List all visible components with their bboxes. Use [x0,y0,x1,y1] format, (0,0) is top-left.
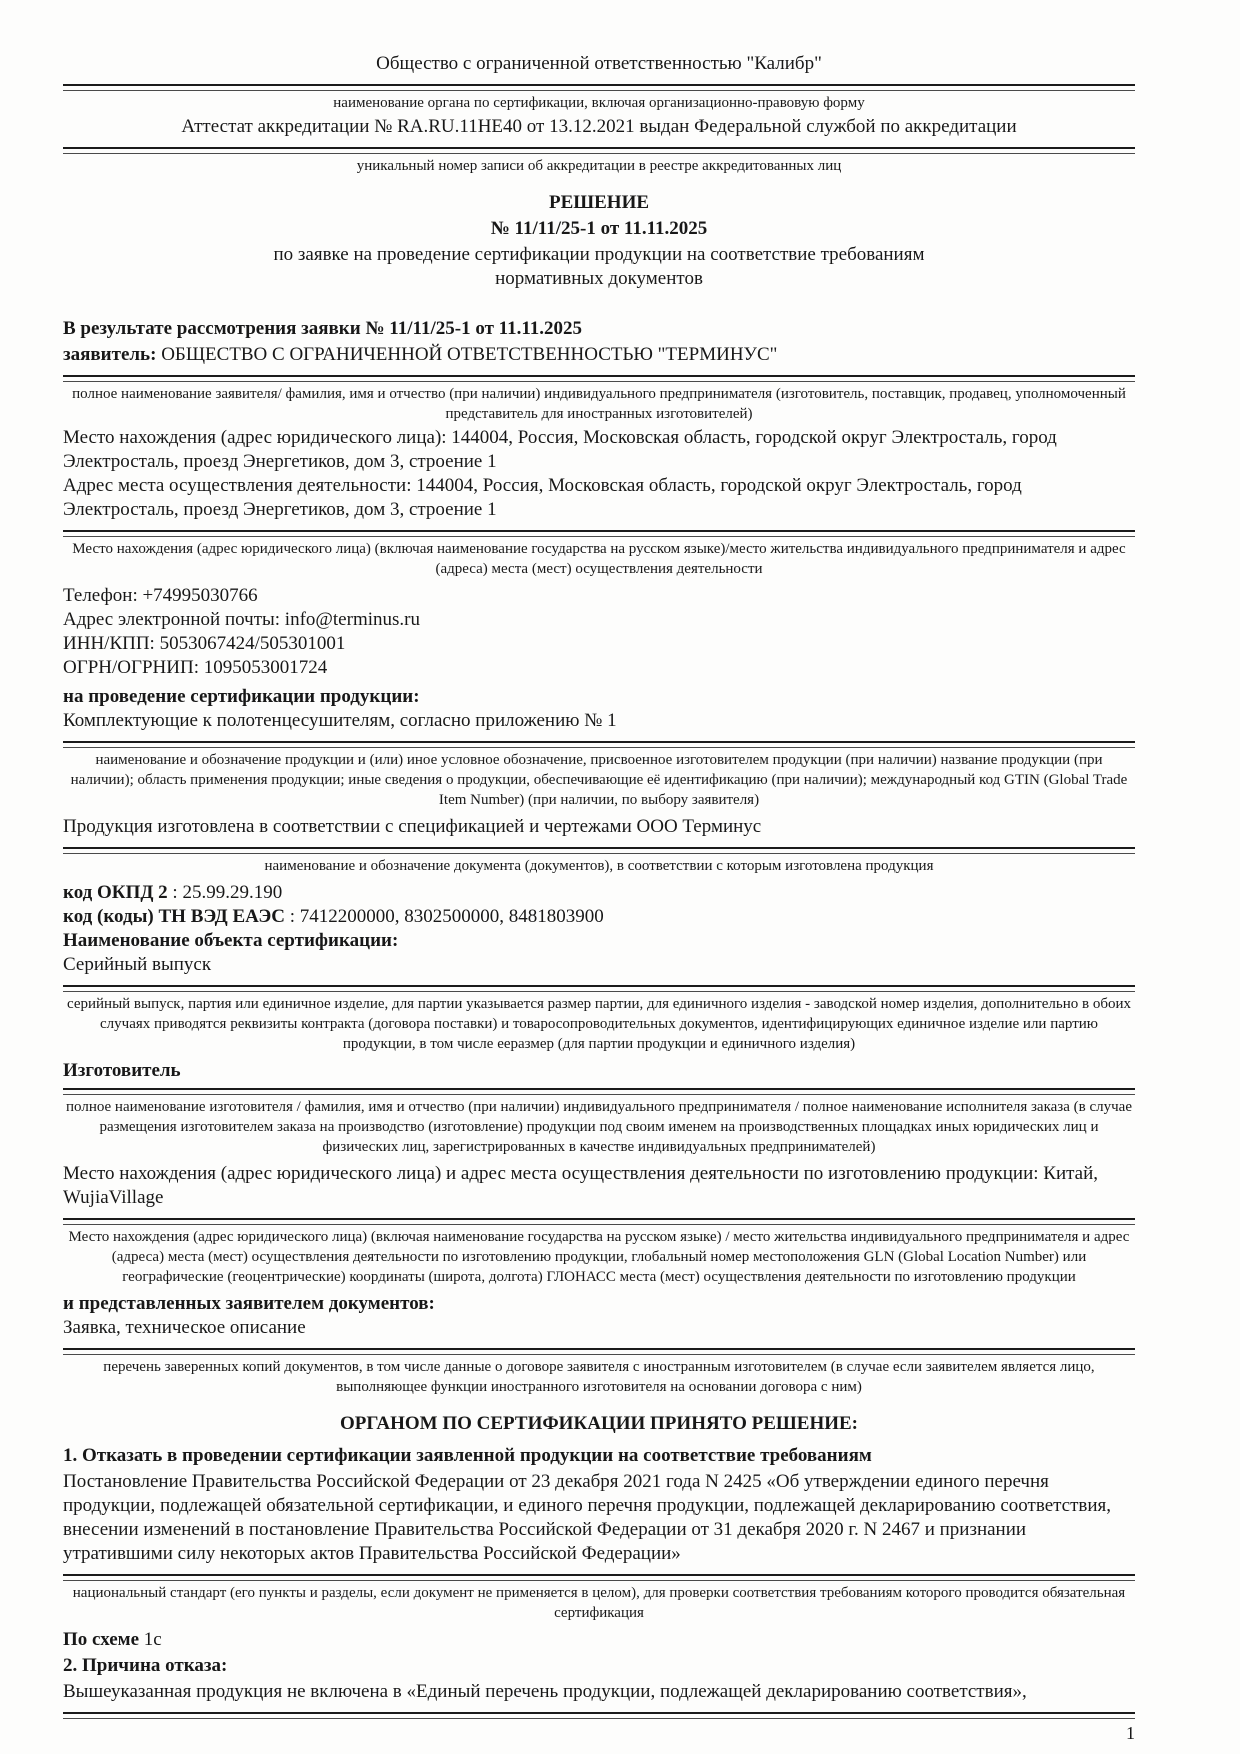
scheme-line [63,1628,1135,1652]
divider-rule [63,847,1135,854]
divider-rule [63,530,1135,537]
document-subtitle-1: по заявке на проведение сертификации продукции на соответствие требованиям [273,244,925,265]
manufactured-caption: наименование и обозначение документа (документов), в соответствии с которым изготовлена продукция [264,858,934,874]
applicant-label: заявитель: [63,344,157,365]
submitted-documents-caption: перечень заверенных копий документов, в том числе данные о договоре заявителя с иностранным изготовителем (в случае если заявителем является лицо, выполняющее функции иностранного изготовителя на основании договора с ним) [103,1359,1095,1395]
divider-rule [63,1348,1135,1355]
phone-line: Телефон: +74995030766 [63,585,258,606]
divider-rule [63,1712,1135,1719]
manufactured-according-line: Продукция изготовлена в соответствии с спецификацией и чертежами ООО Терминус [63,816,762,837]
activity-address-line: Адрес места осуществления деятельности: 144004, Россия, Московская область, городской округ Электросталь, город Электросталь, проезд Энергетиков, дом 3, строение 1 [63,475,1022,520]
ogrn-line: ОГРН/ОГРНИП: 1095053001724 [63,657,328,678]
document-number: № 11/11/25-1 от 11.11.2025 [490,218,708,239]
decision-item1-caption: национальный стандарт (его пункты и разделы, если документ не применяется в целом), для проверки соответствия требованиям которого проводится обязательная сертификация [72,1585,1126,1621]
divider-rule [63,1088,1135,1095]
email-line: Адрес электронной почты: info@terminus.ru [63,609,420,630]
org-name-caption: наименование органа по сертификации, включая организационно-правовую форму [333,95,865,111]
divider-rule [63,1218,1135,1225]
divider-rule [63,147,1135,154]
divider-rule [63,375,1135,382]
document-subtitle-2: нормативных документов [495,268,703,289]
scheme-value: 1с [143,1629,162,1650]
submitted-documents-value: Заявка, техническое описание [63,1317,306,1338]
divider-rule [63,1574,1135,1581]
okpd-line [63,881,1135,905]
manufacturer-address-line: Место нахождения (адрес юридического лица) и адрес места осуществления деятельности по изготовлению продукции: Китай, WujiaVillage [63,1163,1099,1208]
accreditation-line: Аттестат аккредитации № RA.RU.11HE40 от 13.12.2021 выдан Федеральной службой по аккредитации [181,116,1017,137]
certification-product-line: Комплектующие к полотенцесушителям, согласно приложению № 1 [63,710,617,731]
manufacturer-caption: полное наименование изготовителя / фамилия, имя и отчество (при наличии) индивидуального предпринимателя / полное наименование исполнителя заказа (в случае размещения изготовителем заказа на производство (изготовление) продукции под своим именем на производственных площадках иных юридических лиц и физических лиц, зарегистрированных в качестве индивидуальных предпринимателей) [66,1099,1132,1155]
decision-heading: ОРГАНОМ ПО СЕРТИФИКАЦИИ ПРИНЯТО РЕШЕНИЕ: [339,1413,859,1434]
scheme-label: По схеме [63,1629,140,1650]
applicant-value: ОБЩЕСТВО С ОГРАНИЧЕННОЙ ОТВЕТСТВЕННОСТЬЮ "ТЕРМИНУС" [161,344,778,365]
tnved-value: : 7412200000, 8302500000, 8481803900 [289,906,604,927]
okpd-label: код ОКПД 2 [63,882,168,903]
document-title: РЕШЕНИЕ [548,192,650,213]
inn-kpp-line: ИНН/КПП: 5053067424/505301001 [63,633,346,654]
decision-item1-label: 1. Отказать в проведении сертификации заявленной продукции на соответствие требованиям [63,1445,872,1466]
legal-address-line: Место нахождения (адрес юридического лица): 144004, Россия, Московская область, городской округ Электросталь, город Электросталь, проезд Энергетиков, дом 3, строение 1 [63,427,1057,472]
product-caption: наименование и обозначение продукции и (или) иное условное обозначение, присвоенное изготовителем продукции (при наличии) название продукции (при наличии); область применения продукции; иные сведения о продукции, обеспечивающие её идентификацию (при наличии); международный код GTIN (Global Trade Item Number) (при наличии, по выбору заявителя) [70,752,1128,808]
application-result-line: В результате рассмотрения заявки № 11/11/25-1 от 11.11.2025 [63,318,583,339]
accreditation-caption: уникальный номер записи об аккредитации в реестре аккредитованных лиц [356,158,842,174]
certification-object-label: Наименование объекта сертификации: [63,930,399,951]
cert-body-name: Общество с ограниченной ответственностью "Калибр" [376,53,822,74]
page-number: 1 [1126,1723,1135,1743]
tnved-label: код (коды) ТН ВЭД ЕАЭС [63,906,286,927]
manufacturer-address-caption: Место нахождения (адрес юридического лица) (включая наименование государства на русском языке) / место жительства индивидуального предпринимателя и адрес (адреса) места (мест) осуществления деятельности по изготовлению продукции, глобальный номер местоположения GLN (Global Location Number) или географические (геоцентрические) координаты (широта, долгота) ГЛОНАСС места (мест) осуществления деятельности по изготовлению продукции [68,1229,1130,1285]
submitted-documents-label: и представленных заявителем документов: [63,1293,435,1314]
applicant-caption: полное наименование заявителя/ фамилия, имя и отчество (при наличии) индивидуального предпринимателя (изготовитель, поставщик, продавец, уполномоченный представитель для иностранных изготовителей) [72,386,1126,422]
decision-item2-text: Вышеуказанная продукция не включена в «Единый перечень продукции, подлежащей декларированию соответствия», [63,1681,1027,1702]
divider-rule [63,741,1135,748]
divider-rule [63,985,1135,992]
divider-rule [63,84,1135,91]
manufacturer-label: Изготовитель [63,1060,181,1081]
certification-object-caption: серийный выпуск, партия или единичное изделие, для партии указывается размер партии, для единичного изделия - заводской номер изделия, дополнительно в обоих случаях приводятся реквизиты контракта (договора поставки) и товаросопроводительных документов, идентифицирующих единичное изделие или партию продукции, в том числе ееразмер (для партии продукции и единичного изделия) [67,996,1131,1052]
okpd-value: : 25.99.29.190 [172,882,283,903]
applicant-line [63,343,1135,367]
certification-object-value: Серийный выпуск [63,954,212,975]
decision-item1-text: Постановление Правительства Российской Федерации от 23 декабря 2021 года N 2425 «Об утверждении единого перечня продукции, подлежащей обязательной сертификации, и единого перечня продукции, подлежащей декларированию соответствия, внесении изменений в постановление Правительства Российской Федерации от 31 декабря 2020 г. N 2467 и признании утратившими силу некоторых актов Правительства Российской Федерации» [63,1471,1112,1564]
address-caption: Место нахождения (адрес юридического лица) (включая наименование государства на русском языке)/место жительства индивидуального предпринимателя и адрес (адреса) места (мест) осуществления деятельности [72,541,1126,577]
certification-purpose-label: на проведение сертификации продукции: [63,686,420,707]
tnved-line [63,905,1135,929]
decision-item2-label: 2. Причина отказа: [63,1655,228,1676]
